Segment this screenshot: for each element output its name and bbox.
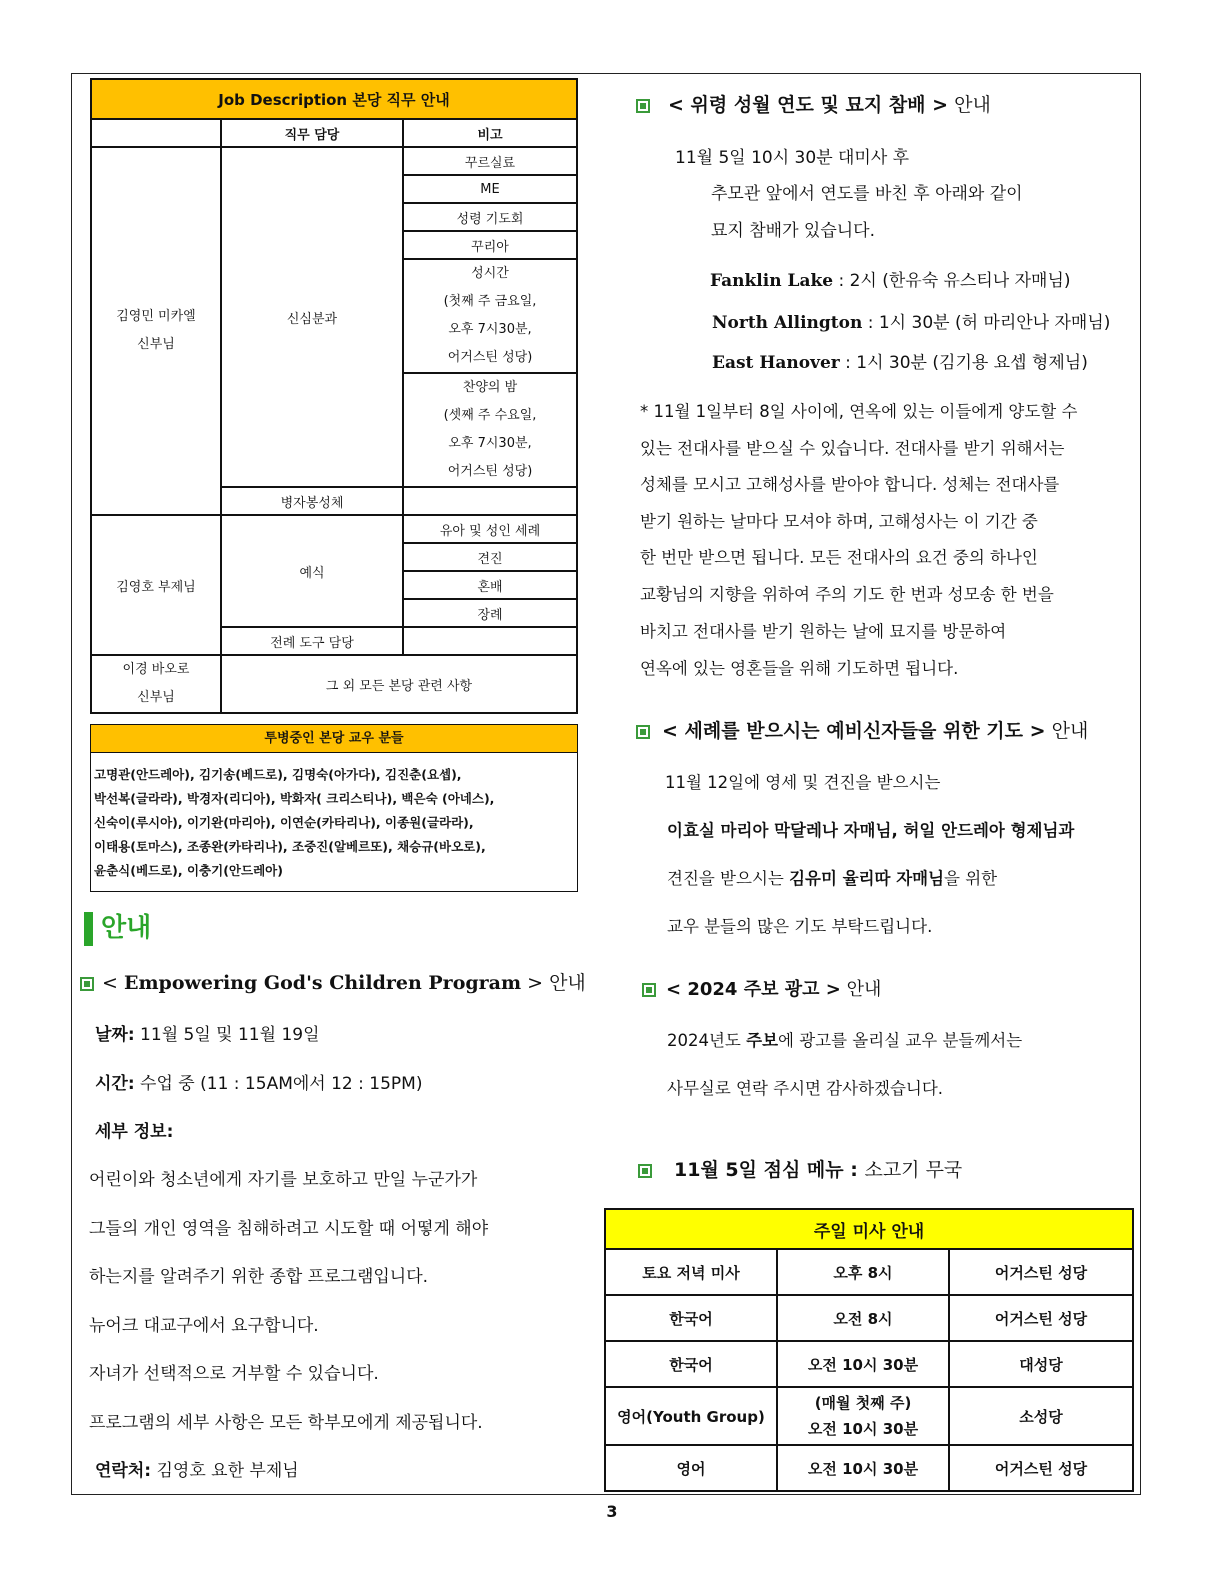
job-table-title: Job Description 본당 직무 안내 (91, 79, 577, 119)
p1-note: 찬양의 밤 (셋째 주 수요일, 오후 7시30분, 어거스틴 성당) (403, 373, 577, 487)
p2-duty: 예식 (221, 515, 403, 627)
baptism-line: 교우 분들의 많은 기도 부탁드립니다. (667, 917, 933, 936)
indulgence-line: 있는 전대사를 받으실 수 있습니다. 전대사를 받기 위해서는 (640, 439, 1065, 458)
sick-line: 이태용(토마스), 조종완(카타리나), 조중진(알베르또), 채승규(바오로), (94, 839, 486, 854)
egc-line: 프로그램의 세부 사항은 모든 학부모에게 제공됩니다. (89, 1413, 483, 1433)
bullet-icon (642, 983, 656, 997)
mass-cell: 소성당 (949, 1387, 1133, 1445)
memorial-title: < 위령 성월 연도 및 묘지 참배 > 안내 (636, 90, 991, 117)
mass-cell: 어거스틴 성당 (949, 1295, 1133, 1341)
sunday-mass-table (604, 1208, 1134, 1492)
mass-cell: 토요 저녁 미사 (605, 1249, 777, 1295)
p1-note: ME (403, 175, 577, 203)
baptism-line: 견진을 받으시는 김유미 율리따 자매님을 위한 (667, 869, 998, 888)
p2-name: 김영호 부제님 (91, 515, 221, 655)
egc-time: 시간: 수업 중 (11 : 15AM에서 12 : 15PM) (95, 1074, 423, 1094)
sick-title: 투병중인 본당 교우 분들 (91, 725, 577, 753)
indulgence-line: 교황님의 지향을 위하여 주의 기도 한 번과 성모송 한 번을 (640, 585, 1054, 604)
memorial-line: 추모관 앞에서 연도를 바친 후 아래와 같이 (711, 184, 1023, 204)
cemetery-1: Fanklin Lake : 2시 (한유숙 유스티나 자매님) (710, 271, 1071, 291)
p2-duty2: 전례 도구 담당 (221, 627, 403, 655)
egc-line: 어린이와 청소년에게 자기를 보호하고 만일 누군가가 (89, 1170, 478, 1190)
p2-note: 견진 (403, 543, 577, 571)
mass-cell: 한국어 (605, 1295, 777, 1341)
indulgence-line: 성체를 모시고 고해성사를 받아야 합니다. 성체는 전대사를 (640, 475, 1060, 494)
sick-line: 신숙이(루시아), 이기완(마리아), 이연순(카타리나), 이종원(글라라), (94, 815, 474, 830)
egc-date: 날짜: 11월 5일 및 11월 19일 (95, 1025, 320, 1045)
mass-cell: 오전 10시 30분 (777, 1445, 949, 1491)
egc-details-label: 세부 정보: (95, 1122, 174, 1142)
mass-cell: 한국어 (605, 1341, 777, 1387)
mass-cell: 오전 8시 (777, 1295, 949, 1341)
sick-parishioners-box (90, 724, 578, 892)
mass-cell: 대성당 (949, 1341, 1133, 1387)
p3-duty: 그 외 모든 본당 관련 사항 (221, 655, 577, 713)
page-number: 3 (606, 1502, 618, 1521)
announcements-heading: 안내 (84, 912, 151, 946)
p1-note: 성시간 (첫째 주 금요일, 오후 7시30분, 어거스틴 성당) (403, 259, 577, 373)
indulgence-line: 바치고 전대사를 받기 원하는 날에 묘지를 방문하여 (640, 622, 1007, 641)
ads-line: 2024년도 주보에 광고를 올리실 교우 분들께서는 (667, 1031, 1023, 1050)
p2-note: 혼배 (403, 571, 577, 599)
egc-contact: 연락처: 김영호 요한 부제님 (95, 1461, 299, 1481)
p1-note: 꾸리아 (403, 231, 577, 259)
sick-line: 윤춘식(베드로), 이충기(안드레아) (94, 863, 283, 878)
cemetery-3: East Hanover : 1시 30분 (김기용 요셉 형제님) (712, 353, 1088, 373)
col-duty: 직무 담당 (221, 119, 403, 147)
mass-cell: 영어 (605, 1445, 777, 1491)
mass-cell: 어거스틴 성당 (949, 1249, 1133, 1295)
bullet-icon (80, 977, 94, 991)
indulgence-line: 한 번만 받으면 됩니다. 모든 전대사의 요건 중의 하나인 (640, 548, 1038, 567)
indulgence-line: 연옥에 있는 영혼들을 위해 기도하면 됩니다. (640, 659, 959, 678)
egc-line: 뉴어크 대교구에서 요구합니다. (89, 1316, 319, 1336)
p2-note: 장례 (403, 599, 577, 627)
mass-cell: 오후 8시 (777, 1249, 949, 1295)
p2-note: 유아 및 성인 세례 (403, 515, 577, 543)
mass-table-title: 주일 미사 안내 (605, 1209, 1133, 1249)
egc-line: 그들의 개인 영역을 침해하려고 시도할 때 어떻게 해야 (89, 1219, 489, 1239)
p1-duty2: 병자봉성체 (221, 487, 403, 515)
indulgence-line: * 11월 1일부터 8일 사이에, 연옥에 있는 이들에게 양도할 수 (640, 402, 1078, 421)
lunch-menu: 11월 5일 점심 메뉴 : 소고기 무국 (638, 1155, 962, 1182)
ads-title: < 2024 주보 광고 > 안내 (642, 975, 881, 1001)
baptism-names: 이효실 마리아 막달레나 자매님, 허일 안드레아 형제님과 (667, 821, 1075, 840)
cemetery-2: North Allington : 1시 30분 (허 마리안나 자매님) (712, 313, 1111, 333)
memorial-line: 묘지 참배가 있습니다. (711, 221, 876, 241)
bullet-icon (638, 1164, 652, 1178)
egc-line: 하는지를 알려주기 위한 종합 프로그램입니다. (89, 1267, 429, 1287)
egc-title: < Empowering God's Children Program > 안내 (80, 968, 586, 995)
mass-cell: (매월 첫째 주) 오전 10시 30분 (777, 1387, 949, 1445)
p1-note: 성령 기도회 (403, 203, 577, 231)
col-note: 비고 (403, 119, 577, 147)
egc-line: 자녀가 선택적으로 거부할 수 있습니다. (89, 1364, 379, 1384)
indulgence-line: 받기 원하는 날마다 모셔야 하며, 고해성사는 이 기간 중 (640, 512, 1038, 531)
memorial-line: 11월 5일 10시 30분 대미사 후 (675, 148, 910, 168)
sick-line: 고명관(안드레아), 김기송(베드로), 김명숙(아가다), 김진춘(요셉), (94, 767, 462, 782)
job-description-table (90, 78, 578, 714)
p1-name: 김영민 미카엘 신부님 (91, 147, 221, 515)
p3-name: 이경 바오로 신부님 (91, 655, 221, 713)
bullet-icon (636, 725, 650, 739)
sick-line: 박선복(글라라), 박경자(리디아), 박화자( 크리스티나), 백은숙 (아네스), (94, 791, 495, 806)
mass-cell: 어거스틴 성당 (949, 1445, 1133, 1491)
p1-duty: 신심분과 (221, 147, 403, 487)
baptism-line: 11월 12일에 영세 및 견진을 받으시는 (665, 773, 941, 792)
ads-line: 사무실로 연락 주시면 감사하겠습니다. (667, 1079, 944, 1098)
baptism-title: < 세례를 받으시는 예비신자들을 위한 기도 > 안내 (636, 716, 1088, 743)
mass-cell: 영어(Youth Group) (605, 1387, 777, 1445)
mass-cell: 오전 10시 30분 (777, 1341, 949, 1387)
bullet-icon (636, 99, 650, 113)
p1-note: 꾸르실료 (403, 147, 577, 175)
